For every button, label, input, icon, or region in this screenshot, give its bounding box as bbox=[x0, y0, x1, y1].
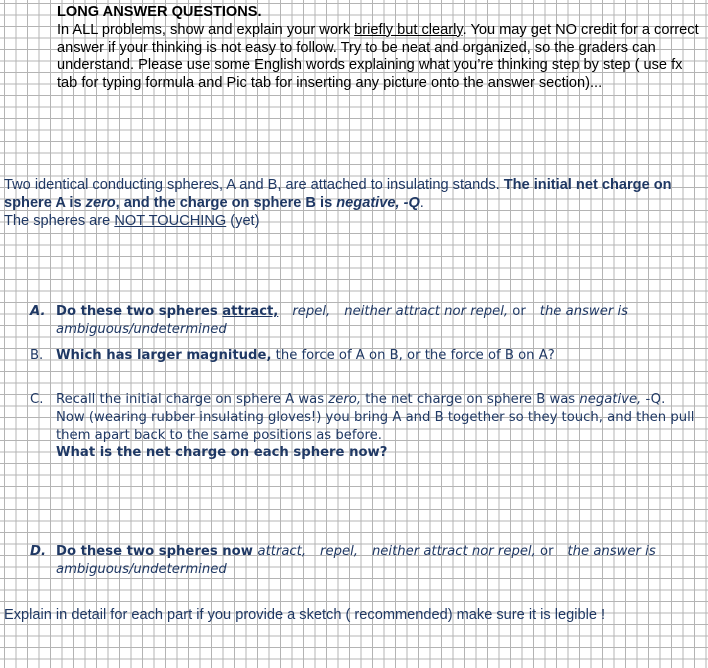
question-a-text bbox=[56, 303, 706, 339]
instructions-post: . You may get NO credit for a correct answer if your thinking is not easy to follow. Try to be neat and organized, so the graders can understand. Please use some English words explaining what you’re thinking step by step ( use fx tab for typing formula and Pic tab for inserting any picture onto the answer section)... bbox=[57, 21, 699, 92]
question-d-lead: Do these two spheres now bbox=[56, 544, 258, 559]
intro-part4: . bbox=[419, 194, 424, 211]
instructions-pre: In ALL problems, show and explain your work bbox=[57, 21, 355, 38]
question-c-zero: zero, bbox=[328, 392, 362, 407]
intro-negative: negative, -Q bbox=[336, 194, 420, 211]
question-a-repel: repel, bbox=[292, 304, 331, 319]
question-c-label: C. bbox=[30, 392, 44, 407]
question-a-lead: Do these two spheres bbox=[56, 304, 223, 319]
question-d-ambiguous: the answer is ambiguous/undetermined bbox=[56, 544, 656, 577]
intro-zero: zero bbox=[85, 194, 116, 211]
question-d-or: or bbox=[540, 544, 554, 559]
intro-part6: (yet) bbox=[226, 212, 260, 229]
question-c-p1: Recall the initial charge on sphere A was bbox=[56, 392, 329, 407]
question-c-negative: negative, bbox=[579, 392, 642, 407]
question-a-ambiguous: the answer is ambiguous/undetermined bbox=[56, 304, 628, 337]
question-b-label: B. bbox=[30, 348, 44, 363]
question-a-label: A. bbox=[30, 304, 46, 319]
question-c-ask: What is the net charge on each sphere now? bbox=[56, 445, 388, 461]
closing-instruction: Explain in detail for each part if you provide a sketch ( recommended) make sure it is legible ! bbox=[4, 607, 606, 623]
question-c-procedure: Now (wearing rubber insulating gloves!) you bring A and B together so they touch, and then pull them apart back to the same positions as before. bbox=[56, 409, 695, 443]
question-b-text bbox=[56, 347, 706, 365]
question-d-attract: attract, bbox=[257, 544, 307, 559]
question-c-p2: the net charge on sphere B was bbox=[361, 392, 580, 407]
intro-part2: The initial net charge on sphere A is bbox=[4, 177, 672, 211]
question-d-repel: repel, bbox=[320, 544, 358, 559]
problem-statement bbox=[4, 177, 704, 230]
page-title: LONG ANSWER QUESTIONS. bbox=[57, 4, 262, 20]
question-c-p3: -Q. bbox=[641, 392, 666, 407]
question-b-rest: the force of A on B, or the force of B on A? bbox=[271, 348, 555, 363]
instructions-text bbox=[57, 22, 703, 93]
question-a-attract: attract, bbox=[222, 304, 279, 319]
intro-part3: , and the charge on sphere B is bbox=[115, 194, 337, 211]
question-d-text bbox=[56, 543, 706, 579]
question-c-recall bbox=[56, 391, 706, 409]
question-a-neither: neither attract nor repel, bbox=[344, 304, 509, 319]
instructions-block bbox=[57, 4, 703, 93]
intro-not-touching: NOT TOUCHING bbox=[114, 212, 227, 229]
intro-part5: The spheres are bbox=[4, 212, 115, 229]
question-d-neither: neither attract nor repel, bbox=[371, 544, 536, 559]
intro-part1: Two identical conducting spheres, A and B, are attached to insulating stands. bbox=[4, 177, 504, 193]
instructions-underlined: briefly but clearly bbox=[354, 21, 463, 38]
question-b-lead: Which has larger magnitude, bbox=[56, 348, 272, 363]
question-a-or: or bbox=[512, 304, 526, 319]
question-d-label: D. bbox=[30, 544, 46, 559]
question-c-text bbox=[56, 391, 706, 462]
